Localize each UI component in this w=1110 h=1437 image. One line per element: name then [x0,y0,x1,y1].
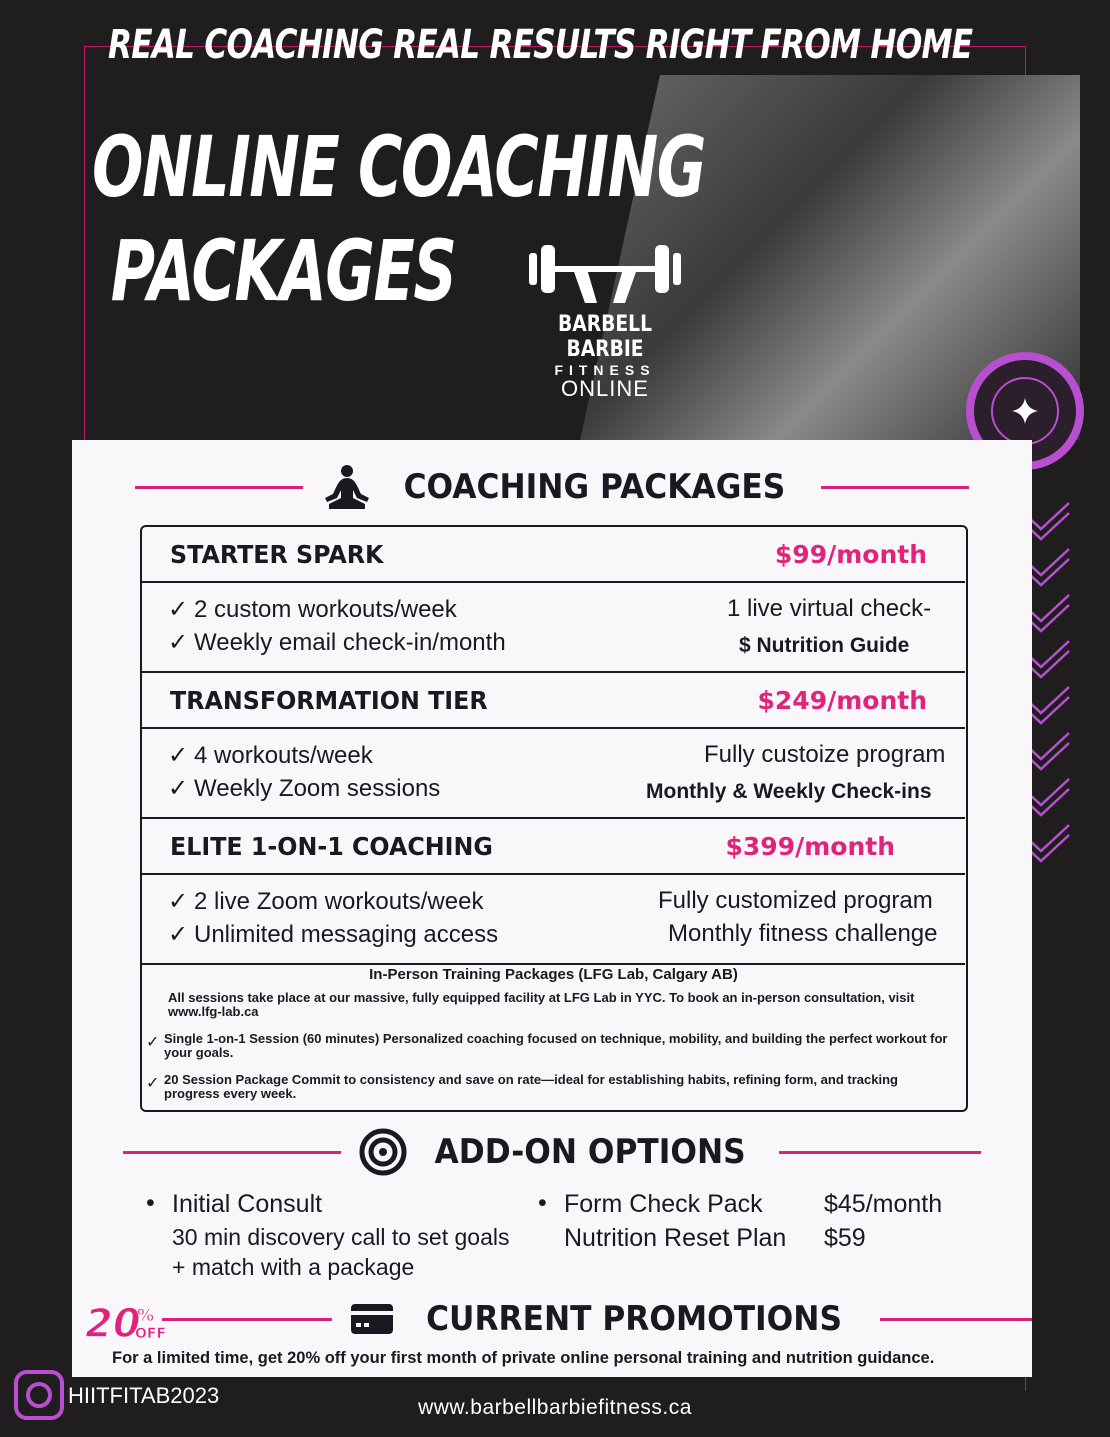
package-name: STARTER SPARK [170,539,384,569]
feature-item: ✓ Unlimited messaging access [168,921,499,948]
logo-online: ONLINE [561,376,649,401]
logo-brand: BARBELL BARBIE [557,312,652,362]
package-name: TRANSFORMATION TIER [170,685,488,715]
svg-text:%: % [137,1306,155,1326]
addons-heading-text: ADD-ON OPTIONS [434,1132,746,1172]
addon-consult-title: Initial Consult [172,1190,323,1218]
feature-item: ✓ 2 live Zoom workouts/week [168,888,484,915]
tagline: REAL COACHING REAL RESULTS RIGHT FROM HOME [108,22,973,68]
feature-item: ✓ Weekly Zoom sessions [168,775,441,802]
addon-consult-desc: + match with a package [172,1254,415,1280]
package-name: ELITE 1-ON-1 COACHING [170,831,493,861]
target-icon [359,1128,407,1176]
promotions-heading-text: CURRENT PROMOTIONS [426,1299,842,1339]
package-price: $99/month [774,539,927,569]
feature-item: ✓ 4 workouts/week [168,742,373,769]
frame-line-left [84,46,85,440]
in-person-intro: All sessions take place at our massive, fully equipped facility at LFG Lab in YYC. To book an in-person consultation, visit www.lfg-lab.ca [168,990,915,1019]
package-header-transformation [142,673,965,729]
addon-form-check: Form Check Pack [564,1190,763,1218]
in-person-section [142,965,965,1101]
barbell-icon [515,235,695,305]
promo-description: For a limited time, get 20% off your first month of private online personal training and nutrition guidance. [112,1349,935,1367]
addon-bullet: • [538,1189,547,1217]
feature-item: Fully custoize program [704,741,946,768]
website-link[interactable]: www.barbellbarbiefitness.ca [418,1396,692,1419]
packages-heading-text: COACHING PACKAGES [403,467,785,507]
title-line-2: PACKAGES [110,222,456,320]
package-price: $399/month [725,831,895,861]
promotions-heading [72,1294,1032,1344]
addon-consult-desc: 30 min discovery call to set goals [172,1224,510,1250]
feature-item: Fully customized program [658,887,933,914]
addon-bullet: • [146,1189,155,1217]
brand-logo [505,235,705,402]
addon-nutrition-price: $59 [824,1224,866,1252]
title-line-1: ONLINE COACHING [92,118,705,216]
discount-badge [83,1296,169,1346]
package-header-elite [142,819,965,875]
addons-heading [72,1127,1032,1177]
sparkle-icon [1010,396,1040,426]
feature-item: ✓ 2 custom workouts/week [168,596,457,623]
list-item: ✓ Single 1-on-1 Session (60 minutes) Personalized coaching focused on technique, mobility, and building the perfect workout for your goals. [146,1031,948,1060]
packages-table [140,525,968,1112]
package-body-starter [142,583,965,673]
list-item: ✓ 20 Session Package Commit to consistency and save on rate—ideal for establishing habits, refining form, and tracking progress every week. [146,1072,898,1101]
svg-text:OFF: OFF [135,1326,167,1342]
feature-item: ✓ Weekly email check-in/month [168,629,506,656]
packages-heading [72,462,1032,512]
in-person-title: In-Person Training Packages (LFG Lab, Calgary AB) [369,966,738,983]
content-panel [72,440,1032,1377]
package-price: $249/month [757,685,927,715]
svg-text:20: 20 [85,1301,141,1346]
addon-form-check-price: $45/month [824,1190,943,1218]
percent-off-icon [83,1296,169,1346]
feature-item: $ Nutrition Guide [739,634,910,657]
social-handle[interactable]: HIITFITAB2023 [68,1383,220,1408]
feature-item: Monthly & Weekly Check-ins [646,780,932,803]
logo-sub: FITNESS [554,362,656,378]
feature-item: 1 live virtual check- [727,595,932,622]
check-icon: ✓ [146,1034,160,1051]
package-header-starter [142,527,965,583]
package-body-elite [142,875,965,965]
addon-nutrition: Nutrition Reset Plan [564,1224,787,1252]
check-icon: ✓ [146,1075,160,1092]
package-body-transformation [142,729,965,819]
credit-card-icon [350,1303,394,1335]
meditation-icon [321,464,373,510]
feature-item: Monthly fitness challenge [668,920,938,947]
